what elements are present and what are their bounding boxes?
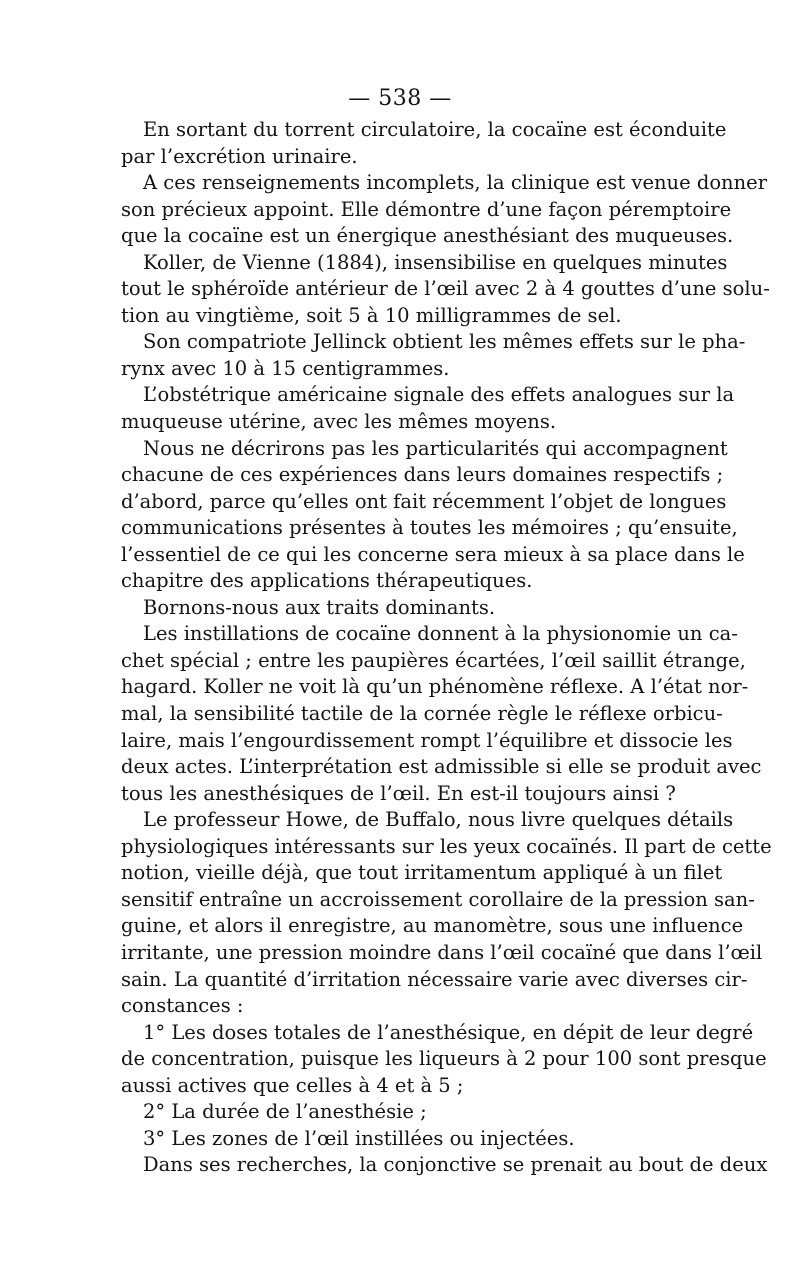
text-line: tion au vingtième, soit 5 à 10 milligrammes de sel. — [121, 303, 622, 327]
text-line: laire, mais l’engourdissement rompt l’équilibre et dissocie les — [121, 728, 733, 752]
text-line: sain. La quantité d’irritation nécessaire varie avec diverses cir- — [121, 967, 748, 991]
text-line: communications présentes à toutes les mémoires ; qu’ensuite, — [121, 516, 738, 540]
text-line: d’abord, parce qu’elles ont fait récemment l’objet de longues — [121, 489, 727, 513]
text-line: En sortant du torrent circulatoire, la cocaïne est éconduite — [143, 118, 727, 141]
text-line: son précieux appoint. Elle démontre d’une façon péremptoire — [121, 197, 732, 221]
text-line: chet spécial ; entre les paupières écartées, l’œil saillit étrange, — [121, 648, 746, 672]
text-line: aussi actives que celles à 4 et à 5 ; — [121, 1073, 464, 1097]
text-line: A ces renseignements incomplets, la clinique est venue donner — [143, 171, 768, 195]
text-line: physiologiques intéressants sur les yeux cocaïnés. Il part de cette — [121, 834, 772, 858]
text-line: tous les anesthésiques de l’œil. En est-il toujours ainsi ? — [121, 781, 676, 805]
text-line: guine, et alors il enregistre, au manomètre, sous une influence — [121, 914, 744, 938]
text-line: deux actes. L’interprétation est admissible si elle se produit avec — [121, 755, 762, 779]
text-line: Les instillations de cocaïne donnent à la physionomie un ca- — [143, 622, 738, 646]
text-line: Bornons-nous aux traits dominants. — [143, 595, 496, 619]
text-line: 3° Les zones de l’œil instillées ou injectées. — [143, 1126, 575, 1150]
text-line: muqueuse utérine, avec les mêmes moyens. — [121, 410, 557, 434]
text-line: constances : — [121, 994, 244, 1018]
text-line: chacune de ces expériences dans leurs domaines respectifs ; — [121, 463, 724, 487]
text-line: tout le sphéroïde antérieur de l’œil avec 2 à 4 gouttes d’une solu- — [121, 277, 770, 301]
text-line: que la cocaïne est un énergique anesthésiant des muqueuses. — [121, 224, 734, 248]
text-line: chapitre des applications thérapeutiques. — [121, 569, 533, 593]
text-line: hagard. Koller ne voit là qu’un phénomène réflexe. A l’état nor- — [121, 675, 749, 699]
text-line: Le professeur Howe, de Buffalo, nous livre quelques détails — [143, 808, 734, 832]
text-line: rynx avec 10 à 15 centigrammes. — [121, 356, 450, 380]
text-line: 2° La durée de l’anesthésie ; — [143, 1100, 427, 1124]
text-line: sensitif entraîne un accroissement corollaire de la pression san- — [121, 887, 755, 911]
text-line: irritante, une pression moindre dans l’œil cocaïné que dans l’œil — [121, 940, 763, 964]
text-line: Koller, de Vienne (1884), insensibilise en quelques minutes — [143, 250, 728, 274]
page-number: — 538 — — [348, 86, 452, 111]
text-line: Dans ses recherches, la conjonctive se prenait au bout de deux — [143, 1153, 768, 1177]
text-line: mal, la sensibilité tactile de la cornée règle le réflexe orbicu- — [121, 702, 723, 726]
text-line: Son compatriote Jellinck obtient les mêmes effets sur le pha- — [143, 330, 746, 354]
text-line: l’essentiel de ce qui les concerne sera mieux à sa place dans le — [121, 542, 745, 566]
text-line: L’obstétrique américaine signale des effets analogues sur la — [143, 383, 735, 407]
text-line: 1° Les doses totales de l’anesthésique, en dépit de leur degré — [143, 1020, 754, 1044]
text-line: Nous ne décrirons pas les particularités qui accompagnent — [143, 436, 728, 460]
text-line: de concentration, puisque les liqueurs à 2 pour 100 sont presque — [121, 1047, 767, 1071]
text-line: notion, vieille déjà, que tout irritamentum appliqué à un filet — [121, 861, 723, 885]
body-text — [121, 117, 772, 1179]
text-line: par l’excrétion urinaire. — [121, 144, 358, 168]
